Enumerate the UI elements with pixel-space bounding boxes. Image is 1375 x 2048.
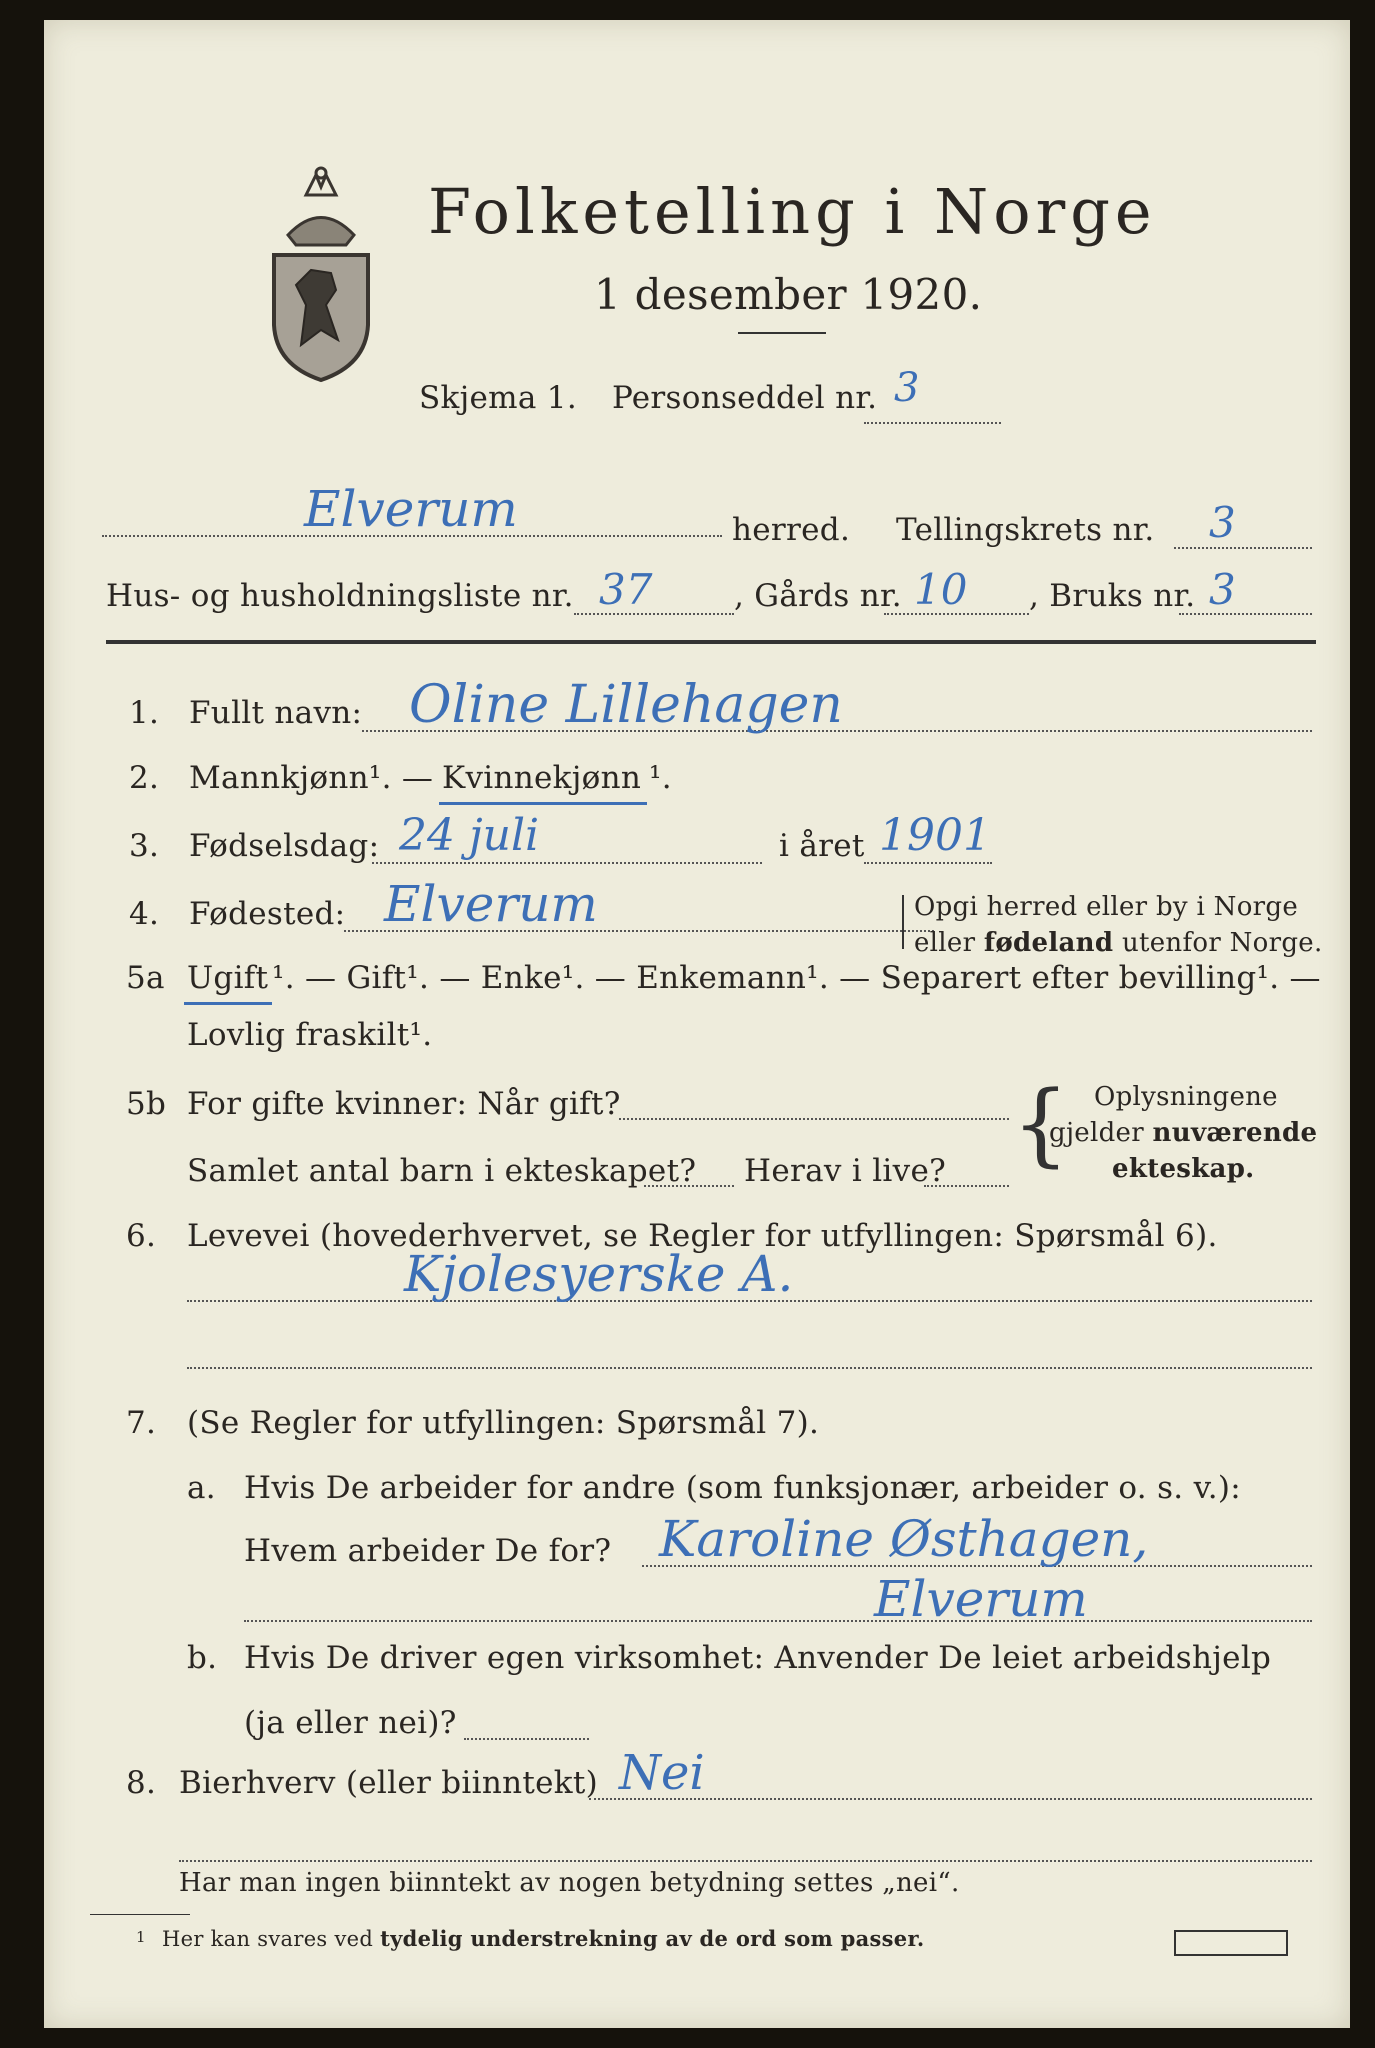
footnote-rule (90, 1914, 190, 1915)
q6-number: 6. (126, 1218, 157, 1254)
q5b-brace: { (1012, 1072, 1070, 1177)
married-when-field[interactable] (619, 1118, 1009, 1120)
ugift-option[interactable]: Ugift (187, 960, 269, 996)
q4-note-bracket (902, 895, 904, 949)
marital-options: ¹. — Gift¹. — Enke¹. — Enkemann¹. — Separert efter bevilling¹. — (272, 960, 1321, 996)
bruks-field[interactable] (1179, 613, 1312, 615)
q2-kvinne-option[interactable]: Kvinnekjønn (442, 760, 642, 796)
form-date: 1 desember 1920. (594, 270, 983, 319)
printer-stamp (1174, 1930, 1288, 1956)
personseddel-value: 3 (894, 365, 920, 411)
children-field[interactable] (644, 1185, 734, 1187)
side-income-field-2[interactable] (179, 1860, 1312, 1862)
q5b-note-line1: Oplysningene (1094, 1082, 1278, 1112)
bruks-value: 3 (1209, 565, 1236, 614)
lovlig-fraskilt-option[interactable]: Lovlig fraskilt¹. (187, 1017, 433, 1053)
gards-value: 10 (914, 565, 968, 614)
q7b-question: (ja eller nei)? (244, 1705, 457, 1741)
husliste-label: Hus- og husholdningsliste nr. (106, 578, 574, 614)
q1-number: 1. (129, 695, 160, 731)
personseddel-field[interactable] (864, 422, 1001, 424)
hired-help-field[interactable] (464, 1738, 589, 1740)
kvinne-underline (439, 802, 647, 805)
employer-field-2[interactable] (244, 1620, 1312, 1622)
q8-number: 8. (126, 1765, 157, 1801)
q1-label: Fullt navn: (189, 695, 363, 731)
q2-footnote-mark: ¹. (649, 760, 672, 796)
herred-label: herred. (732, 512, 851, 548)
q7-number: 7. (126, 1405, 157, 1441)
year-label: i året (779, 828, 865, 864)
q7-label: (Se Regler for utfyllingen: Spørsmål 7). (187, 1405, 820, 1441)
birthday-field[interactable] (372, 862, 762, 864)
ugift-underline (184, 1002, 272, 1005)
q4-note-line1: Opgi herred eller by i Norge (914, 892, 1299, 922)
coat-of-arms-icon (266, 165, 376, 385)
gards-label: , Gårds nr. (734, 578, 902, 614)
children-alive-field[interactable] (924, 1185, 1009, 1187)
q3-number: 3. (129, 828, 160, 864)
birth-year-value: 1901 (879, 810, 991, 861)
bruks-label: , Bruks nr. (1029, 578, 1196, 614)
employer-value-2: Elverum (874, 1570, 1088, 1628)
birthday-value: 24 juli (399, 810, 540, 861)
full-name-value: Oline Lillehagen (409, 675, 843, 735)
q5b-number: 5b (126, 1086, 167, 1122)
q5b-note-line3: ekteskap. (1112, 1154, 1255, 1184)
q5b-note-line2: gjelder nuværende (1049, 1118, 1318, 1148)
q6-label: Levevei (hovederhvervet, se Regler for utfyllingen: Spørsmål 6). (187, 1218, 1218, 1254)
q7a-number: a. (187, 1470, 216, 1506)
form-title: Folketelling i Norge (428, 175, 1157, 248)
q7a-question: Hvem arbeider De for? (244, 1533, 612, 1569)
footnote-number: 1 (136, 1928, 146, 1946)
q3-label: Fødselsdag: (189, 828, 380, 864)
q5b-line1: For gifte kvinner: Når gift? (187, 1086, 621, 1122)
footer-note: Har man ingen biinntekt av nogen betydning settes „nei“. (179, 1868, 960, 1898)
birth-year-field[interactable] (864, 862, 992, 864)
tellingskrets-field[interactable] (1174, 547, 1312, 549)
side-income-value: Nei (619, 1745, 705, 1801)
occupation-field-2[interactable] (187, 1367, 1312, 1369)
husliste-value: 37 (599, 565, 653, 614)
q4-note-line2: eller fødeland utenfor Norge. (914, 928, 1323, 958)
q7b-label: Hvis De driver egen virksomhet: Anvender De leiet arbeidshjelp (244, 1640, 1272, 1676)
q4-number: 4. (129, 896, 160, 932)
q2-number: 2. (129, 760, 160, 796)
husliste-field[interactable] (574, 613, 734, 615)
q5b-alive-label: Herav i live? (744, 1153, 947, 1189)
occupation-value: Kjolesyerske A. (404, 1245, 794, 1303)
title-divider (738, 332, 826, 334)
q8-label: Bierhverv (eller biinntekt) (179, 1765, 599, 1801)
footnote-text: Her kan svares ved tydelig understrekning av de ord som passer. (162, 1926, 925, 1951)
employer-value-1: Karoline Østhagen, (659, 1510, 1149, 1568)
q2-mann-option[interactable]: Mannkjønn¹. — (189, 760, 434, 796)
q4-label: Fødested: (189, 896, 346, 932)
personseddel-label: Personseddel nr. (612, 380, 878, 416)
tellingskrets-label: Tellingskrets nr. (896, 512, 1155, 548)
skjema-label: Skjema 1. (419, 380, 577, 416)
q7a-label: Hvis De arbeider for andre (som funksjonær, arbeider o. s. v.): (244, 1470, 1242, 1506)
q5b-children-label: Samlet antal barn i ekteskapet? (187, 1153, 697, 1189)
q7b-number: b. (187, 1640, 218, 1676)
birthplace-value: Elverum (384, 875, 598, 933)
header-rule (106, 640, 1316, 644)
herred-value: Elverum (304, 480, 518, 538)
q5a-number: 5a (126, 960, 165, 996)
census-form (44, 20, 1350, 2028)
tellingskrets-value: 3 (1209, 498, 1236, 547)
